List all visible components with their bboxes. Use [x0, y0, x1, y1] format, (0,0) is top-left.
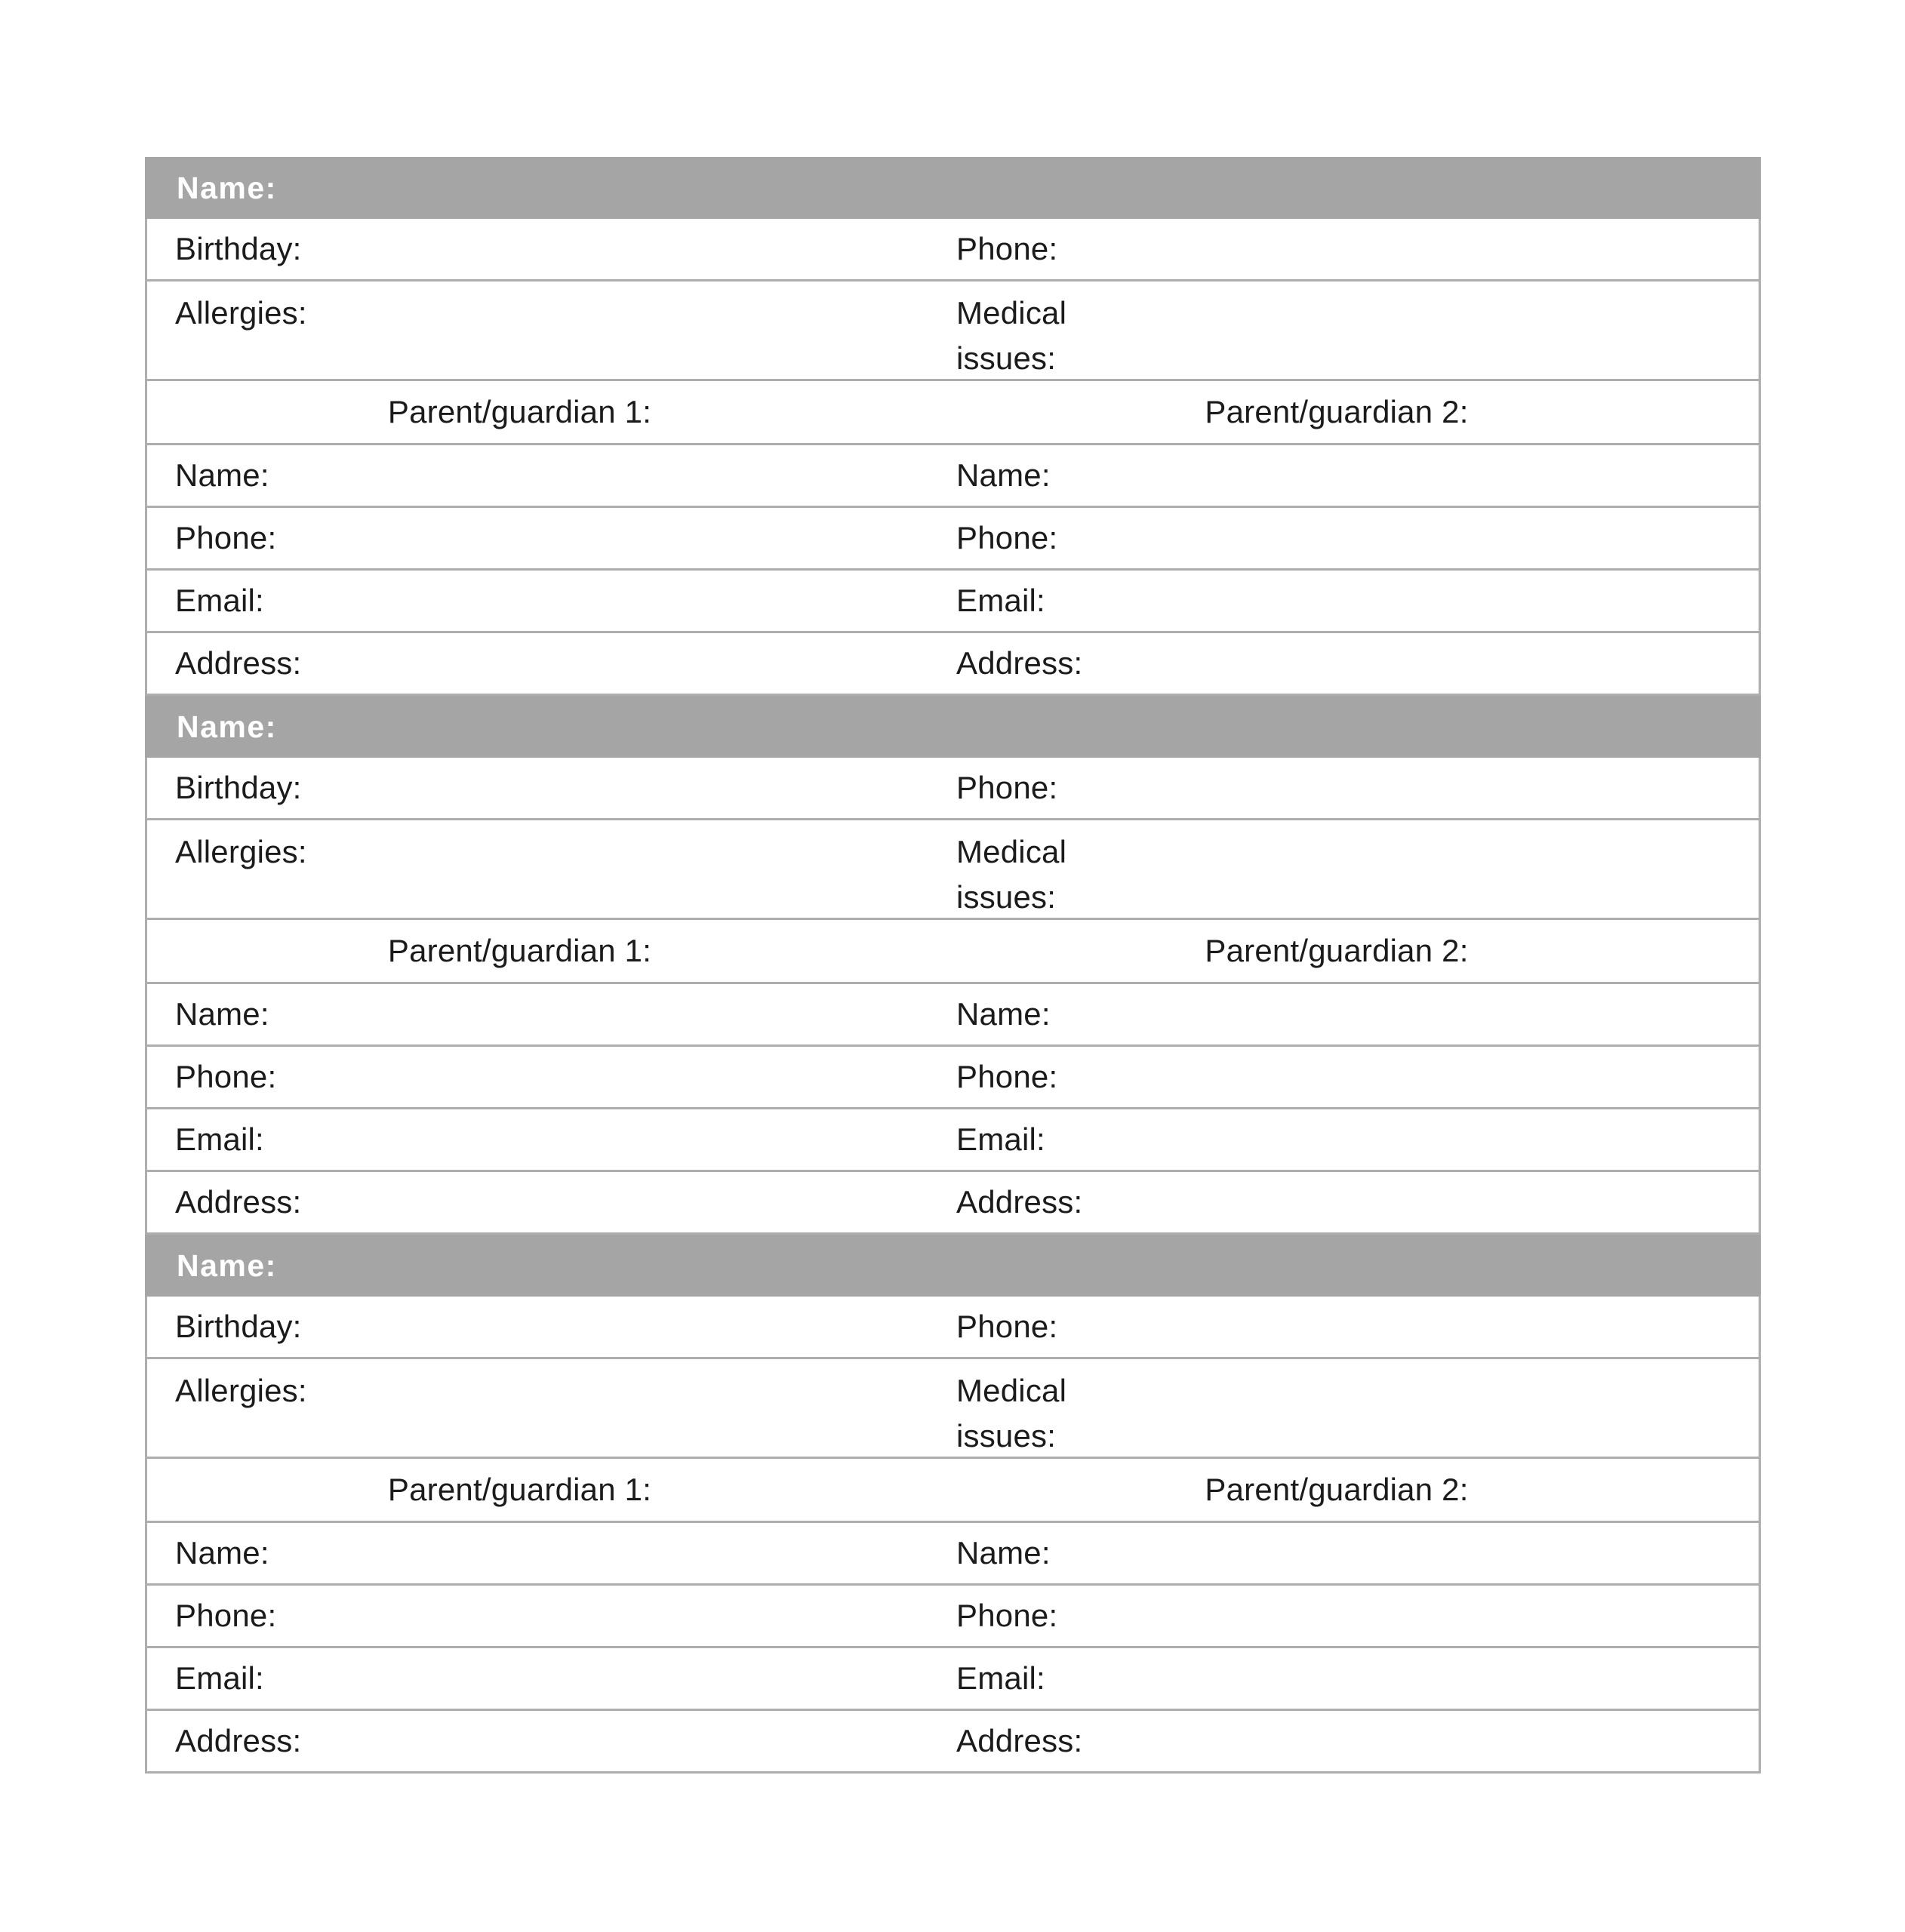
- family-member-section-1: [145, 157, 1761, 696]
- allergies-field[interactable]: [147, 281, 921, 379]
- email-label: Email:: [956, 1121, 1045, 1157]
- member-name-field[interactable]: [145, 1235, 1761, 1297]
- guardian1-address-field[interactable]: [147, 633, 921, 694]
- birthday-field[interactable]: [147, 1297, 921, 1357]
- table-row: [145, 1359, 1761, 1459]
- guardian2-phone-field[interactable]: [921, 508, 1759, 568]
- address-label: Address:: [956, 1723, 1083, 1758]
- table-row: [145, 1297, 1761, 1359]
- guardian2-address-field[interactable]: [921, 1172, 1759, 1232]
- phone-label: Phone:: [956, 231, 1058, 266]
- medical-issues-field[interactable]: [921, 820, 1759, 918]
- allergies-label: Allergies:: [175, 295, 307, 331]
- table-row: [145, 445, 1761, 508]
- medical-issues-field[interactable]: [921, 281, 1759, 379]
- table-row: [145, 571, 1761, 633]
- guardian1-name-field[interactable]: [147, 445, 921, 506]
- name-label: Name:: [175, 1535, 269, 1571]
- email-label: Email:: [175, 1660, 264, 1696]
- phone-field[interactable]: [921, 758, 1759, 818]
- address-label: Address:: [175, 1184, 302, 1220]
- member-name-label: Name:: [177, 170, 277, 205]
- table-row: [145, 1523, 1761, 1586]
- allergies-field[interactable]: [147, 1359, 921, 1457]
- table-row: [145, 1586, 1761, 1648]
- guardian1-name-field[interactable]: [147, 1523, 921, 1583]
- medical-issues-label: Medical issues:: [956, 1373, 1067, 1454]
- member-name-field[interactable]: [145, 696, 1761, 758]
- guardian2-title: Parent/guardian 2:: [1205, 1472, 1469, 1507]
- guardian1-address-field[interactable]: [147, 1711, 921, 1771]
- name-label: Name:: [175, 996, 269, 1032]
- phone-label: Phone:: [956, 770, 1058, 805]
- birthday-field[interactable]: [147, 758, 921, 818]
- phone-field[interactable]: [921, 1297, 1759, 1357]
- phone-label: Phone:: [175, 1059, 277, 1094]
- table-row: [145, 758, 1761, 820]
- table-row: [145, 1648, 1761, 1711]
- guardian-titles-row: [145, 1459, 1761, 1523]
- guardian1-phone-field[interactable]: [147, 508, 921, 568]
- phone-field[interactable]: [921, 219, 1759, 279]
- guardian2-email-field[interactable]: [921, 1109, 1759, 1170]
- guardian1-title-cell: [147, 381, 921, 443]
- guardian2-email-field[interactable]: [921, 1648, 1759, 1709]
- guardian2-address-field[interactable]: [921, 1711, 1759, 1771]
- member-name-label: Name:: [177, 709, 277, 744]
- guardian1-title-cell: [147, 920, 921, 982]
- name-label: Name:: [956, 457, 1051, 493]
- name-label: Name:: [956, 1535, 1051, 1571]
- guardian2-name-field[interactable]: [921, 984, 1759, 1044]
- address-label: Address:: [956, 1184, 1083, 1220]
- phone-label: Phone:: [175, 520, 277, 555]
- table-row: [145, 1711, 1761, 1774]
- allergies-label: Allergies:: [175, 834, 307, 869]
- name-label: Name:: [175, 457, 269, 493]
- phone-label: Phone:: [175, 1598, 277, 1633]
- phone-label: Phone:: [956, 1598, 1058, 1633]
- guardian2-name-field[interactable]: [921, 445, 1759, 506]
- guardian2-title: Parent/guardian 2:: [1205, 394, 1469, 429]
- guardian1-email-field[interactable]: [147, 571, 921, 631]
- email-label: Email:: [175, 1121, 264, 1157]
- allergies-label: Allergies:: [175, 1373, 307, 1408]
- guardian1-name-field[interactable]: [147, 984, 921, 1044]
- address-label: Address:: [956, 645, 1083, 681]
- birthday-field[interactable]: [147, 219, 921, 279]
- guardian-titles-row: [145, 920, 1761, 984]
- email-label: Email:: [956, 583, 1045, 618]
- guardian1-email-field[interactable]: [147, 1109, 921, 1170]
- table-row: [145, 1109, 1761, 1172]
- guardian2-title-cell: [921, 381, 1759, 443]
- guardian2-name-field[interactable]: [921, 1523, 1759, 1583]
- allergies-field[interactable]: [147, 820, 921, 918]
- guardian2-phone-field[interactable]: [921, 1586, 1759, 1646]
- family-member-section-2: [145, 696, 1761, 1235]
- guardian1-title: Parent/guardian 1:: [387, 394, 652, 429]
- guardian-titles-row: [145, 381, 1761, 445]
- guardian1-email-field[interactable]: [147, 1648, 921, 1709]
- guardian1-address-field[interactable]: [147, 1172, 921, 1232]
- email-label: Email:: [956, 1660, 1045, 1696]
- phone-label: Phone:: [956, 1059, 1058, 1094]
- name-label: Name:: [956, 996, 1051, 1032]
- phone-label: Phone:: [956, 1309, 1058, 1344]
- member-name-label: Name:: [177, 1247, 277, 1283]
- guardian2-title-cell: [921, 1459, 1759, 1521]
- guardian2-phone-field[interactable]: [921, 1047, 1759, 1107]
- phone-label: Phone:: [956, 520, 1058, 555]
- medical-issues-label: Medical issues:: [956, 834, 1067, 915]
- guardian1-title: Parent/guardian 1:: [387, 1472, 652, 1507]
- table-row: [145, 219, 1761, 281]
- medical-issues-label: Medical issues:: [956, 295, 1067, 376]
- address-label: Address:: [175, 645, 302, 681]
- guardian2-title-cell: [921, 920, 1759, 982]
- guardian1-title: Parent/guardian 1:: [387, 933, 652, 968]
- guardian2-title: Parent/guardian 2:: [1205, 933, 1469, 968]
- guardian1-phone-field[interactable]: [147, 1047, 921, 1107]
- member-name-field[interactable]: [145, 157, 1761, 219]
- table-row: [145, 820, 1761, 920]
- medical-issues-field[interactable]: [921, 1359, 1759, 1457]
- family-info-table: [145, 157, 1761, 1774]
- table-row: [145, 281, 1761, 381]
- guardian2-address-field[interactable]: [921, 633, 1759, 694]
- family-member-section-3: [145, 1235, 1761, 1774]
- guardian1-title-cell: [147, 1459, 921, 1521]
- birthday-label: Birthday:: [175, 231, 302, 266]
- guardian2-email-field[interactable]: [921, 571, 1759, 631]
- table-row: [145, 633, 1761, 696]
- birthday-label: Birthday:: [175, 770, 302, 805]
- table-row: [145, 1047, 1761, 1109]
- table-row: [145, 1172, 1761, 1235]
- address-label: Address:: [175, 1723, 302, 1758]
- table-row: [145, 984, 1761, 1047]
- birthday-label: Birthday:: [175, 1309, 302, 1344]
- table-row: [145, 508, 1761, 571]
- email-label: Email:: [175, 583, 264, 618]
- guardian1-phone-field[interactable]: [147, 1586, 921, 1646]
